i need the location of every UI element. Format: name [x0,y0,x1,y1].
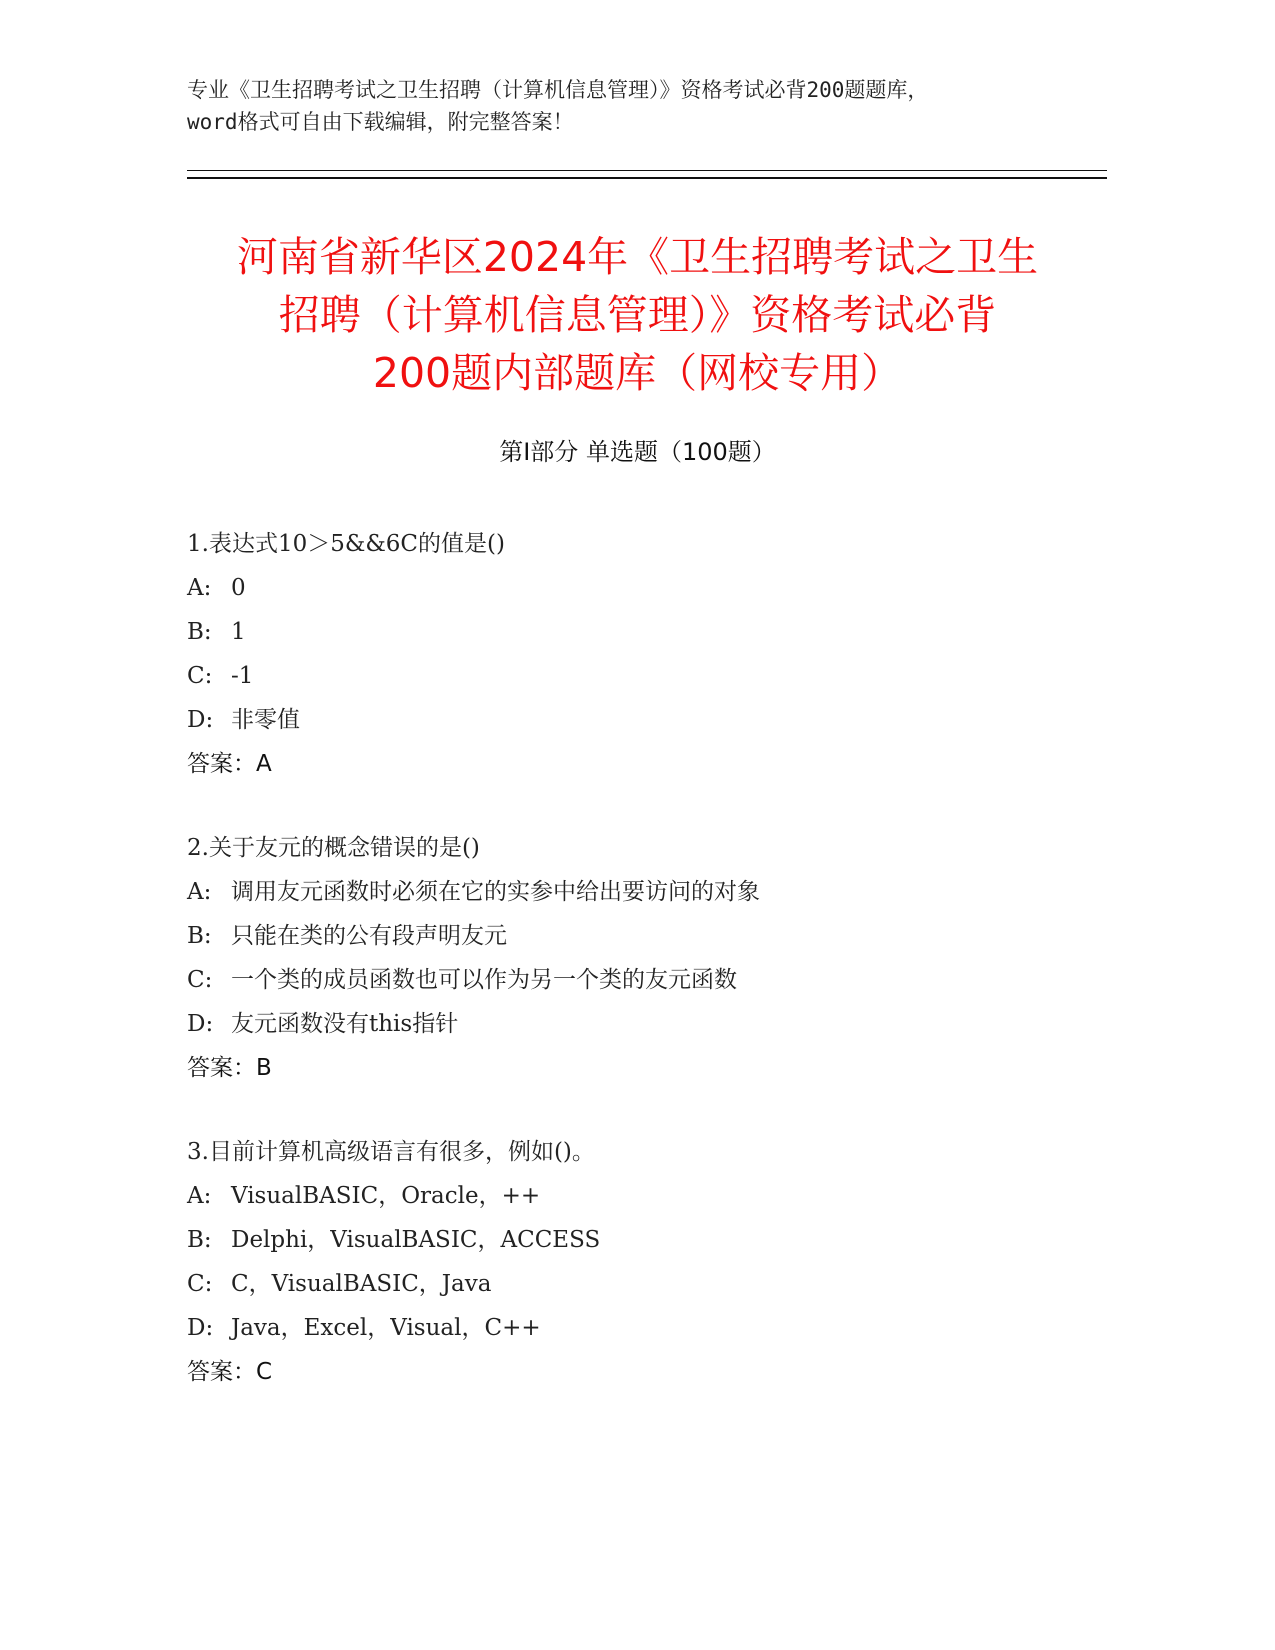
option-d [187,1002,1107,1046]
option-key: A: [187,1183,212,1209]
option-c [187,1262,1107,1306]
option-text: VisualBASIC，Oracle，++ [231,1183,541,1209]
option-c [187,654,1107,698]
question-item [187,1130,1107,1394]
option-key: D: [187,707,214,733]
answer-line: 答案：A [187,751,272,777]
answer-line: 答案：B [187,1055,272,1081]
question-stem: 3.目前计算机高级语言有很多，例如()。 [187,1139,595,1165]
option-text: 一个类的成员函数也可以作为另一个类的友元函数 [231,967,737,993]
option-key: B: [187,1227,212,1253]
option-key: B: [187,923,212,949]
question-stem: 1.表达式10＞5&&6C的值是() [187,531,505,557]
header-divider-thin [187,170,1107,171]
header-note [187,74,1107,138]
option-text: -1 [231,663,254,689]
question-list [187,522,1107,1434]
option-b [187,610,1107,654]
section-heading: 第Ⅰ部分 单选题（100题） [499,438,776,466]
option-a [187,566,1107,610]
option-key: B: [187,619,212,645]
question-item [187,522,1107,786]
option-text: Delphi，VisualBASIC，ACCESS [231,1227,601,1253]
option-key: C: [187,1271,213,1297]
option-text: 非零值 [231,707,300,733]
header-note-line-1: 专业《卫生招聘考试之卫生招聘（计算机信息管理）》资格考试必背200题题库， [187,78,929,102]
option-key: D: [187,1315,214,1341]
option-c [187,958,1107,1002]
option-text: 友元函数没有this指针 [231,1011,459,1037]
document-title-line-3: 200题内部题库（网校专用） [372,349,903,397]
option-a [187,1174,1107,1218]
option-text: 1 [231,619,246,645]
option-key: A: [187,879,212,905]
option-key: D: [187,1011,214,1037]
document-title-line-2: 招聘（计算机信息管理）》资格考试必背 [278,291,997,339]
option-key: A: [187,575,212,601]
question-item [187,826,1107,1090]
document-title [140,228,1135,402]
option-d [187,698,1107,742]
option-b [187,1218,1107,1262]
question-stem: 2.关于友元的概念错误的是() [187,835,480,861]
header-divider-thick [187,177,1107,179]
option-key: C: [187,663,213,689]
option-text: 只能在类的公有段声明友元 [231,923,507,949]
option-text: Java，Excel，Visual，C++ [231,1315,541,1341]
option-text: C，VisualBASIC，Java [231,1271,492,1297]
option-d [187,1306,1107,1350]
option-key: C: [187,967,213,993]
option-a [187,870,1107,914]
document-title-line-1: 河南省新华区2024年《卫生招聘考试之卫生 [236,233,1039,281]
option-text: 0 [231,575,246,601]
answer-line: 答案：C [187,1359,273,1385]
header-note-line-2: word格式可自由下载编辑，附完整答案！ [187,110,574,134]
option-b [187,914,1107,958]
option-text: 调用友元函数时必须在它的实参中给出要访问的对象 [231,879,760,905]
